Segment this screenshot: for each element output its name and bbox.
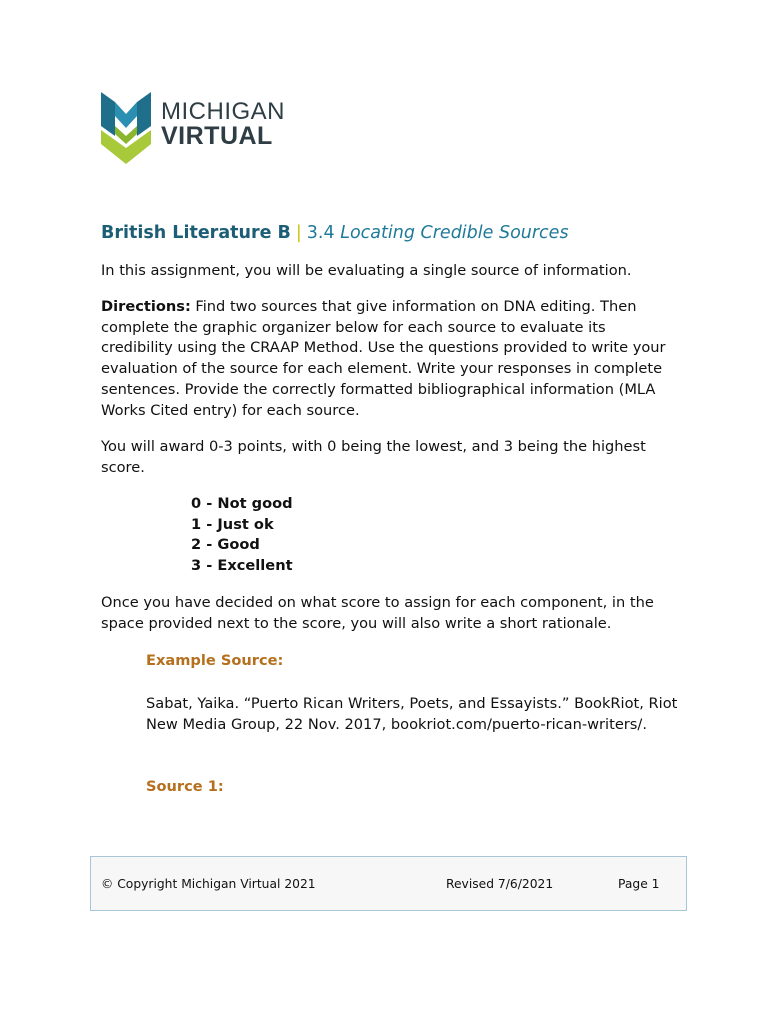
score-item: 0 - Not good: [191, 495, 293, 512]
score-scale: [191, 494, 293, 577]
lesson-title: Locating Credible Sources: [340, 223, 569, 243]
directions-paragraph: [101, 297, 681, 421]
example-citation: Sabat, Yaika. “Puerto Rican Writers, Poets, and Essayists.” BookRiot, Riot New Media Group, 22 Nov. 2017, bookriot.com/puerto-rican-writers/.: [146, 695, 678, 733]
rationale-paragraph: Once you have decided on what score to assign for each component, in the space provided next to the score, you will also write a short rationale.: [101, 594, 654, 632]
michigan-virtual-logo: [101, 92, 286, 167]
score-item: 2 - Good: [191, 536, 260, 554]
directions-text: Find two sources that give information on DNA editing. Then complete the graphic organizer below for each source to evaluate its credibility using the CRAAP Method. Use the questions provided to write your evaluation of the source for each element. Write your responses in complete sentences. Provide the correctly formatted bibliographical information (MLA Works Cited entry) for each source.: [101, 298, 666, 419]
footer-copyright: © Copyright Michigan Virtual 2021: [101, 877, 316, 891]
footer-revised: Revised 7/6/2021: [446, 877, 554, 891]
logo-line1: MICHIGAN: [161, 98, 285, 125]
score-item: 3 - Excellent: [191, 557, 293, 575]
logo-line2: VIRTUAL: [161, 122, 273, 150]
score-item: 1 - Just ok: [191, 515, 274, 533]
course-name: British Literature B: [101, 223, 291, 243]
source1-heading: Source 1:: [146, 778, 224, 795]
example-source-heading: Example Source:: [146, 652, 284, 669]
intro-paragraph: In this assignment, you will be evaluating a single source of information.: [101, 262, 632, 279]
directions-label: Directions:: [101, 298, 191, 315]
title-separator: |: [295, 223, 302, 243]
footer-page-number: Page 1: [618, 877, 660, 891]
logo-mark-icon: [101, 92, 157, 167]
page-title: [101, 221, 569, 245]
lesson-number: 3.4: [306, 223, 335, 243]
award-paragraph: You will award 0-3 points, with 0 being the lowest, and 3 being the highest score.: [101, 438, 646, 476]
page-footer: [90, 856, 687, 911]
